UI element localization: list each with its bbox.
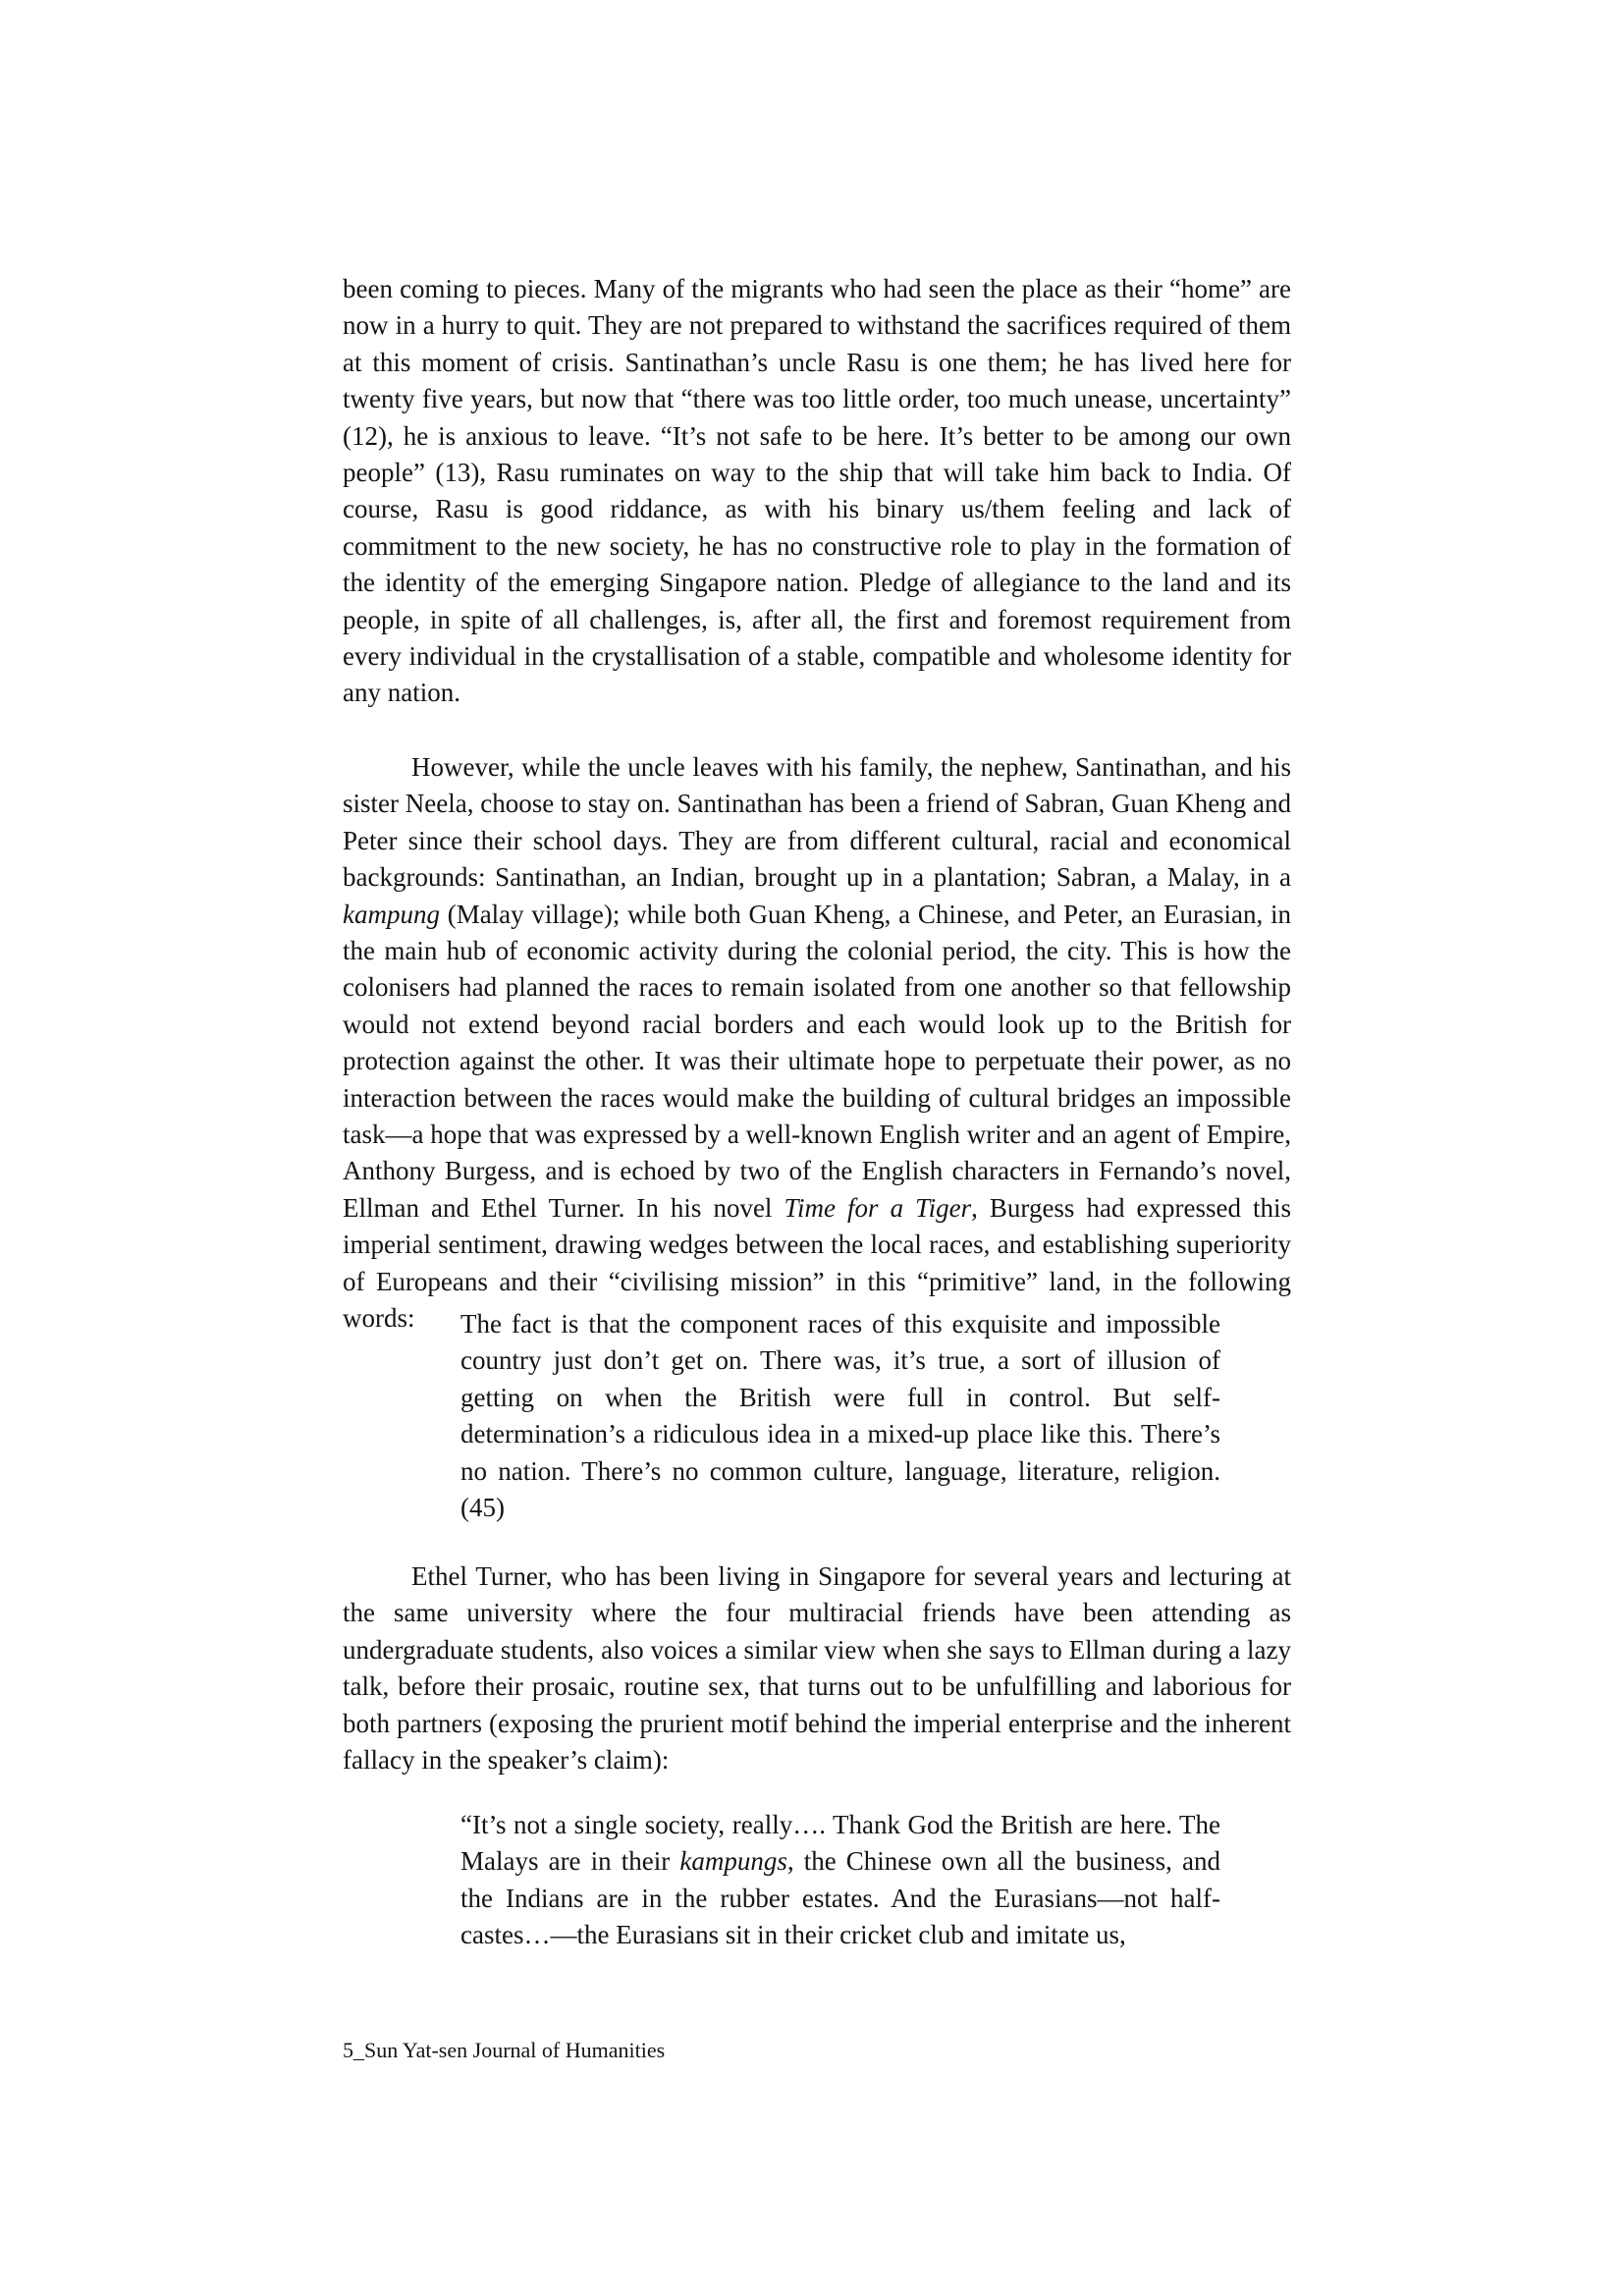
block-quote-2: [460, 1807, 1220, 1954]
quote-text-segment: , the Chinese own all the business, and the Indians are in the rubber estates. And the Eurasians—not half-castes…—the Eurasians sit in their cricket club and imitate us,: [460, 1846, 1220, 1950]
book-title-time-for-a-tiger: Time for a Tiger: [784, 1192, 972, 1223]
paragraph-text-segment: (Malay village); while both Guan Kheng, a Chinese, and Peter, an Eurasian, in the main hub of economic activity during the colonial period, the city. This is how the colonisers had planned the races to remain isolated from one another so that fellowship would not extend beyond racial borders and each would look up to the British for protection against the other. It was their ultimate hope to perpetuate their power, as no interaction between the races would make the building of cultural bridges an impossible task—a hope that was expressed by a well-known English writer and an agent of Empire, Anthony Burgess, and is echoed by two of the English characters in Fernando’s novel, Ellman and Ethel Turner. In his novel: [343, 899, 1291, 1223]
body-paragraph-2: [343, 749, 1291, 1338]
body-paragraph-3: [343, 1558, 1291, 1778]
italic-term-kampung: kampung: [343, 899, 440, 929]
paragraph-text: been coming to pieces. Many of the migrants who had seen the place as their “home” are now in a hurry to quit. They are not prepared to withstand the sacrifices required of them at this moment of crisis. Santinathan’s uncle Rasu is one them; he has lived here for twenty five years, but now that “there was too little order, too much unease, uncertainty” (12), he is anxious to leave. “It’s not safe to be here. It’s better to be among our own people” (13), Rasu ruminates on way to the ship that will take him back to India. Of course, Rasu is good riddance, as with his binary us/them feeling and lack of commitment to the new society, he has no constructive role to play in the formation of the identity of the emerging Singapore nation. Pledge of allegiance to the land and its people, in spite of all challenges, is, after all, the first and foremost requirement from every individual in the crystallisation of a stable, compatible and wholesome identity for any nation.: [343, 274, 1291, 708]
quote-text: The fact is that the component races of this exquisite and impossible country just don’t get on. There was, it’s true, a sort of illusion of getting on when the British were full in control. But self-determination’s a ridiculous idea in a mixed-up place like this. There’s no nation. There’s no common culture, language, literature, religion. (45): [460, 1309, 1220, 1523]
paragraph-text-segment: , Burgess had expressed this imperial sentiment, drawing wedges between the local races, and establishing superiority of Europeans and their “civilising mission” in this “primitive” land, in the following words:: [343, 1192, 1292, 1334]
paragraph-text: Ethel Turner, who has been living in Singapore for several years and lecturing at the same university where the four multiracial friends have been attending as undergraduate students, also voices a similar view when she says to Ellman during a lazy talk, before their prosaic, routine sex, that turns out to be unfulfilling and laborious for both partners (exposing the prurient motif behind the imperial enterprise and the inherent fallacy in the speaker’s claim):: [343, 1561, 1291, 1776]
quote-text-segment: “It’s not a single society, really…. Thank God the British are here. The Malays are in their: [460, 1810, 1220, 1877]
body-paragraph-1: [343, 271, 1291, 712]
quote-text: [460, 1807, 1220, 1954]
page-footer: 5_Sun Yat-sen Journal of Humanities: [343, 2038, 666, 2062]
block-quote-1: [460, 1306, 1220, 1526]
italic-term-kampungs: kampungs: [679, 1846, 787, 1877]
paragraph-text-segment: However, while the uncle leaves with his family, the nephew, Santinathan, and his sister Neela, choose to stay on. Santinathan has been a friend of Sabran, Guan Kheng and Peter since their school days. They are from different cultural, racial and economical backgrounds: Santinathan, an Indian, brought up in a plantation; Sabran, a Malay, in a: [343, 752, 1291, 893]
paragraph-text: [343, 749, 1291, 1338]
